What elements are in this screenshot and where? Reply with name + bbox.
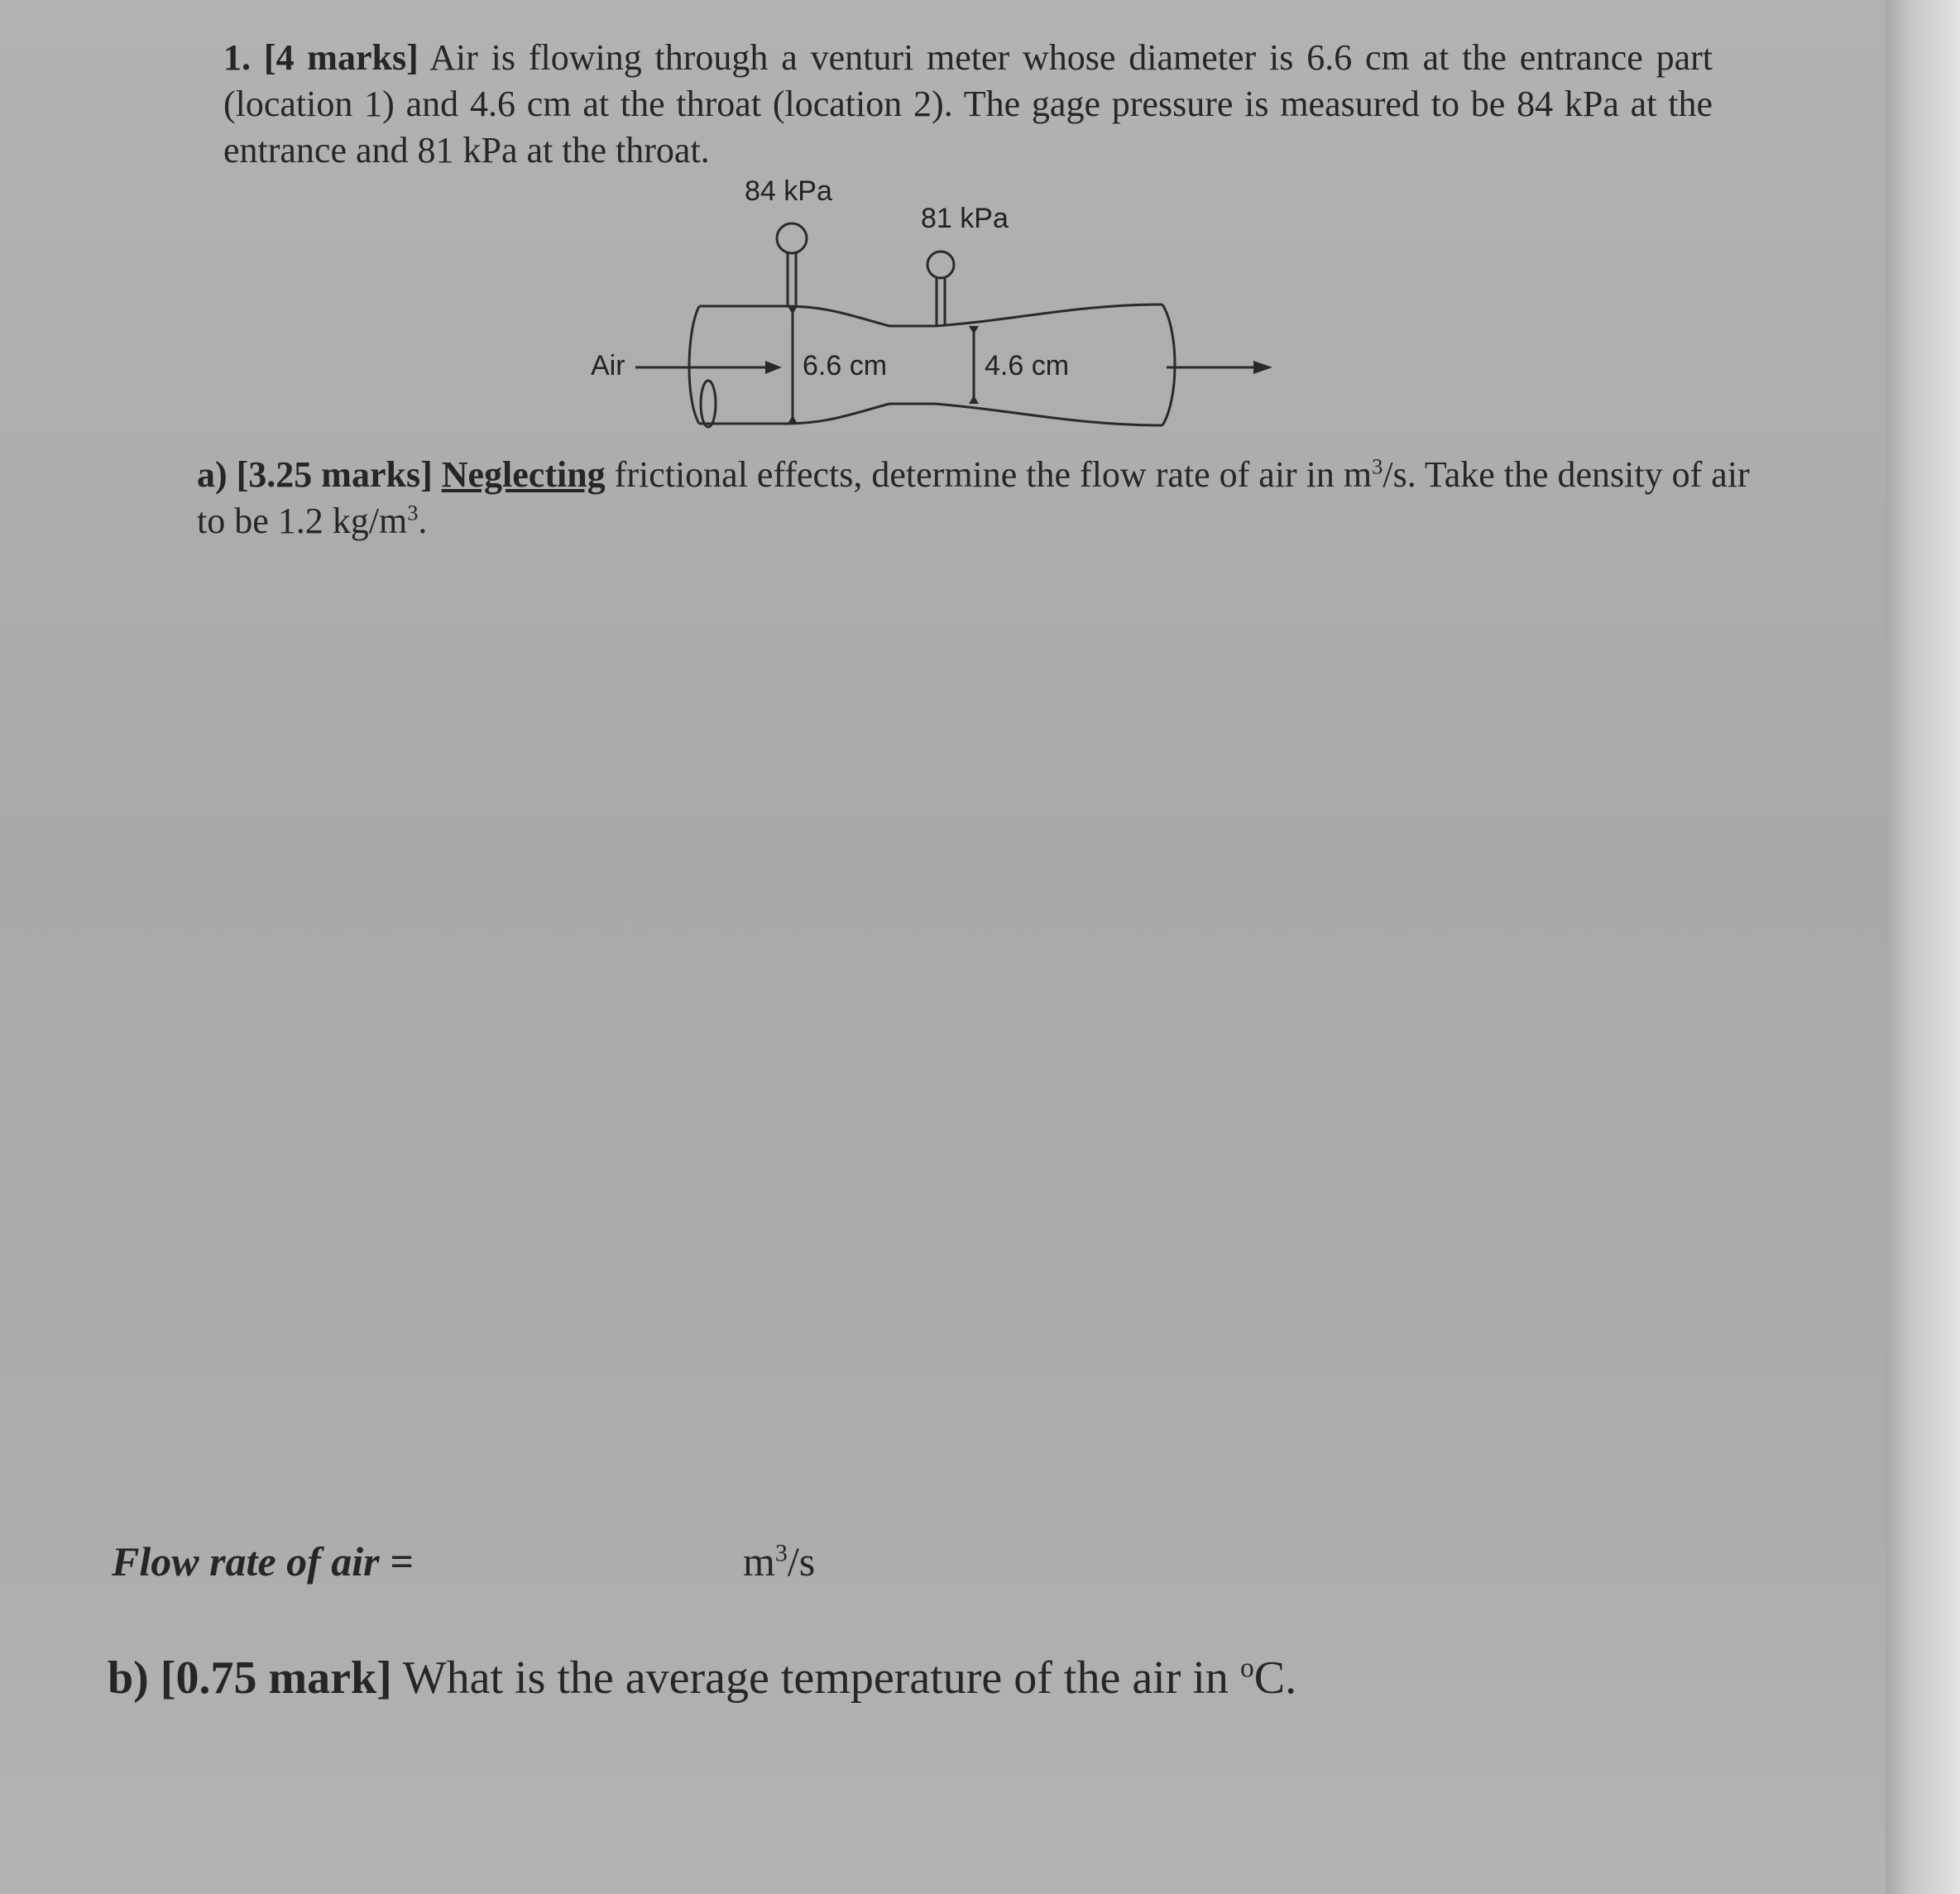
pressure-2-label: 81 kPa (921, 203, 1009, 234)
diameter-1-label: 6.6 cm (803, 350, 888, 381)
gauge-1-icon (777, 223, 807, 253)
part-a-text-3: . (418, 501, 428, 541)
flow-rate-answer-label: Flow rate of air = (112, 1538, 414, 1585)
gauge-2-icon (927, 252, 954, 278)
dim-1-top-tick (788, 306, 798, 314)
pressure-1-label: 84 kPa (745, 175, 832, 207)
dim-1-bottom-tick (788, 415, 798, 424)
dim-2-bottom-tick (969, 396, 979, 404)
outlet-end (1162, 304, 1175, 425)
question-1-label: 1. [4 marks] (223, 37, 419, 78)
unit-rest: /s (787, 1538, 816, 1585)
fluid-label: Air (591, 350, 625, 381)
venturi-top-wall (699, 304, 1162, 326)
page-edge-shadow (1886, 0, 1960, 1894)
part-b-text (108, 1652, 1296, 1705)
part-a-text-2: /s. Take the density of air to be 1.2 kg/m (197, 454, 1750, 541)
inlet-ellipse (701, 381, 716, 427)
part-b-unit: C. (1253, 1652, 1297, 1704)
question-1-text (223, 35, 1713, 174)
unit-sup: 3 (774, 1539, 788, 1567)
inlet-arrowhead (765, 361, 782, 374)
degree-symbol: o (1239, 1652, 1254, 1684)
dim-2-top-tick (969, 326, 979, 334)
diameter-2-label: 4.6 cm (985, 350, 1070, 381)
part-b-label: b) [0.75 mark] (108, 1652, 392, 1704)
flow-rate-unit (743, 1537, 815, 1585)
outlet-arrowhead (1253, 361, 1272, 374)
part-a-text (197, 452, 1752, 544)
part-a-sup-2: 3 (407, 500, 419, 525)
question-1-body: Air is flowing through a venturi meter whose diameter is 6.6 cm at the entrance part (location 1) and 4.6 cm at the throat (location 2). The gage pressure is measured to be 84 kPa at the entrance and 81 kPa at the throat. (223, 37, 1713, 170)
part-a-emphasis: Neglecting (441, 454, 606, 495)
part-a-label: a) [3.25 marks] (197, 454, 433, 495)
part-b-question: What is the average temperature of the air in (402, 1652, 1229, 1704)
venturi-bottom-wall (699, 404, 1162, 425)
inlet-end (689, 306, 699, 424)
venturi-meter-diagram (579, 174, 1324, 447)
unit-base: m (743, 1538, 775, 1585)
part-a-sup-1: 3 (1372, 453, 1383, 479)
part-a-text-1: frictional effects, determine the flow rate of air in m (614, 454, 1373, 495)
